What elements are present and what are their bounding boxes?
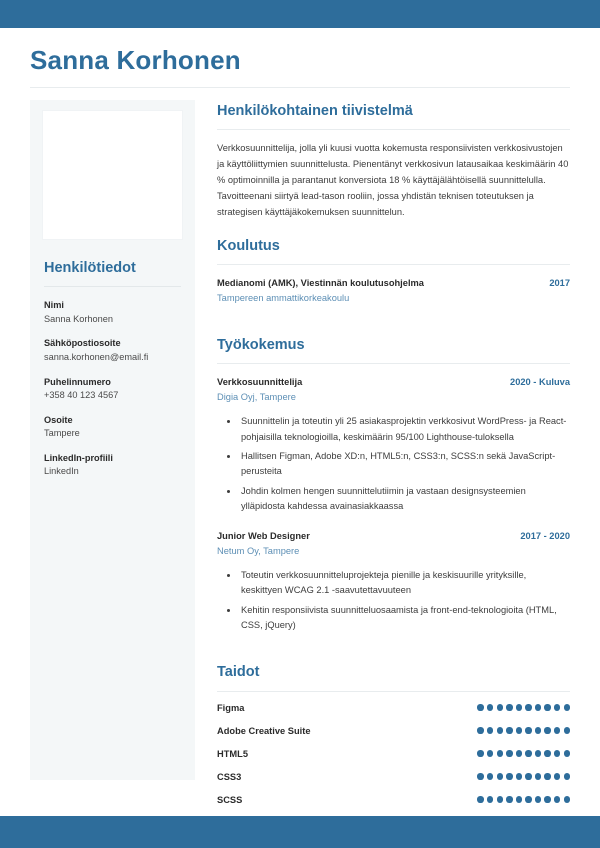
- section-divider: [217, 363, 570, 364]
- bottom-accent-bar: [0, 816, 600, 848]
- rating-dot-filled: [516, 773, 522, 779]
- resume-header: [0, 28, 600, 88]
- rating-dot-filled: [544, 773, 550, 779]
- entry-organization: Digia Oyj, Tampere: [217, 392, 296, 403]
- section-education: [217, 237, 570, 306]
- entry-bullet: • Toteutin verkkosuunnitteluprojekteja pienille ja keskisuurille yrityksille, keskittyen WCAG 2.1 -saavutettavuuteen: [239, 568, 570, 599]
- profile-photo-placeholder: [42, 110, 183, 240]
- sidebar-heading-personal-details: Henkilötiedot: [44, 259, 136, 276]
- skill-rating-dots: [477, 773, 570, 779]
- rating-dot-filled: [506, 750, 512, 756]
- rating-dot-filled: [554, 727, 560, 733]
- rating-dot-filled: [554, 796, 560, 802]
- rating-dot-filled: [487, 750, 493, 756]
- skill-name: HTML5: [217, 748, 248, 759]
- contact-label: Sähköpostiosoite: [44, 338, 121, 349]
- rating-dot-filled: [487, 727, 493, 733]
- skill-rating-dots: [477, 704, 570, 710]
- rating-dot-filled: [525, 796, 531, 802]
- sidebar-divider: [44, 286, 181, 287]
- section-divider: [217, 264, 570, 265]
- contact-item: [42, 299, 183, 326]
- header-divider: [30, 87, 570, 88]
- section-experience: [217, 336, 570, 633]
- rating-dot-filled: [506, 773, 512, 779]
- entry-title: Junior Web Designer: [217, 530, 310, 541]
- skill-name: CSS3: [217, 771, 242, 782]
- rating-dot-filled: [497, 773, 503, 779]
- rating-dot-filled: [535, 796, 541, 802]
- rating-dot-filled: [525, 704, 531, 710]
- rating-dot-filled: [535, 773, 541, 779]
- rating-dot-filled: [544, 750, 550, 756]
- entry-header-row: [217, 375, 570, 389]
- contact-item: [42, 376, 183, 403]
- entry-bullet: • Suunnittelin ja toteutin yli 25 asiakasprojektin verkkosivut WordPress- ja React-pohjaisilla teknologioilla, keskimäärin 95/100 Lighthouse-tuloksella: [239, 414, 570, 445]
- section-heading-skills: Taidot: [217, 664, 260, 681]
- skill-rating-dots: [477, 796, 570, 802]
- skill-row: [217, 726, 570, 736]
- entry-organization: Netum Oy, Tampere: [217, 545, 300, 556]
- rating-dot-filled: [497, 727, 503, 733]
- resume-columns: [0, 100, 600, 818]
- contact-value: LinkedIn: [44, 466, 79, 477]
- skills-list: [217, 703, 570, 805]
- skill-name: Figma: [217, 702, 245, 713]
- rating-dot-filled: [477, 727, 483, 733]
- entry-organization: Tampereen ammattikorkeakoulu: [217, 293, 350, 304]
- candidate-name: Sanna Korhonen: [30, 45, 241, 75]
- section-skills: [217, 663, 570, 804]
- rating-dot-filled: [544, 704, 550, 710]
- contact-item: [42, 452, 183, 479]
- entry: [217, 375, 570, 515]
- contact-label: Puhelinnumero: [44, 376, 111, 387]
- rating-dot-filled: [477, 773, 483, 779]
- entry-header-row: [217, 529, 570, 543]
- rating-dot-filled: [564, 750, 570, 756]
- contact-item: [42, 414, 183, 441]
- entry: [217, 529, 570, 634]
- entry-bullet: • Kehitin responsiivista suunnitteluosaamista ja front-end-teknologioita (HTML, CSS, jQuery): [239, 603, 570, 634]
- resume-page: [0, 28, 600, 816]
- entry-header-row: [217, 276, 570, 290]
- rating-dot-filled: [487, 704, 493, 710]
- section-divider: [217, 691, 570, 692]
- entry-date: 2017 - 2020: [520, 530, 570, 541]
- skill-row: [217, 749, 570, 759]
- rating-dot-filled: [525, 773, 531, 779]
- rating-dot-filled: [564, 773, 570, 779]
- rating-dot-filled: [477, 704, 483, 710]
- entry-bullet: • Hallitsen Figman, Adobe XD:n, HTML5:n, CSS3:n, SCSS:n sekä JavaScript-perusteita: [239, 449, 570, 480]
- rating-dot-filled: [564, 796, 570, 802]
- rating-dot-filled: [516, 704, 522, 710]
- skill-rating-dots: [477, 750, 570, 756]
- contact-label: Osoite: [44, 414, 73, 425]
- rating-dot-filled: [544, 727, 550, 733]
- entry-date: 2020 - Kuluva: [510, 377, 570, 388]
- rating-dot-filled: [516, 727, 522, 733]
- skill-rating-dots: [477, 727, 570, 733]
- contact-item: [42, 337, 183, 364]
- section-heading-education: Koulutus: [217, 237, 280, 254]
- contact-value: sanna.korhonen@email.fi: [44, 351, 149, 362]
- entry-bullet-list: [217, 568, 570, 634]
- rating-dot-filled: [516, 796, 522, 802]
- contact-value: Sanna Korhonen: [44, 313, 113, 324]
- rating-dot-filled: [564, 704, 570, 710]
- contact-label: Nimi: [44, 300, 64, 311]
- rating-dot-filled: [516, 750, 522, 756]
- skill-row: [217, 703, 570, 713]
- rating-dot-filled: [506, 704, 512, 710]
- section-heading-experience: Työkokemus: [217, 337, 305, 354]
- experience-list: [217, 375, 570, 633]
- entry: [217, 276, 570, 306]
- entry-title: Verkkosuunnittelija: [217, 377, 303, 388]
- rating-dot-filled: [535, 727, 541, 733]
- entry-title: Medianomi (AMK), Viestinnän koulutusohjelma: [217, 278, 424, 289]
- entry-bullet-list: [217, 414, 570, 515]
- contact-label: LinkedIn-profiili: [44, 452, 113, 463]
- rating-dot-filled: [477, 750, 483, 756]
- contact-value: Tampere: [44, 428, 80, 439]
- rating-dot-filled: [487, 796, 493, 802]
- sidebar: [30, 100, 195, 780]
- rating-dot-filled: [544, 796, 550, 802]
- rating-dot-filled: [477, 796, 483, 802]
- rating-dot-filled: [497, 796, 503, 802]
- rating-dot-filled: [506, 796, 512, 802]
- rating-dot-filled: [497, 750, 503, 756]
- skill-name: SCSS: [217, 794, 243, 805]
- skill-name: Adobe Creative Suite: [217, 725, 311, 736]
- contact-list: [42, 299, 183, 479]
- rating-dot-filled: [554, 773, 560, 779]
- skill-row: [217, 772, 570, 782]
- contact-value: +358 40 123 4567: [44, 389, 119, 400]
- rating-dot-filled: [564, 727, 570, 733]
- rating-dot-filled: [525, 727, 531, 733]
- rating-dot-filled: [506, 727, 512, 733]
- section-heading-summary: Henkilökohtainen tiivistelmä: [217, 102, 413, 119]
- entry-bullet: • Johdin kolmen hengen suunnittelutiimin ja vastaan designsysteemien ylläpidosta kahdessa avainasiakkaassa: [239, 484, 570, 515]
- top-accent-bar: [0, 0, 600, 28]
- main-column: [195, 100, 570, 818]
- entry-date: 2017: [549, 278, 570, 289]
- rating-dot-filled: [554, 750, 560, 756]
- summary-paragraph: Verkkosuunnittelija, jolla yli kuusi vuotta kokemusta responsiivisten verkkosivustojen ja käyttöliittymien suunnittelusta. Pienentänyt verkkosivun latausaikaa keskimäärin 40 % optimoinnilla ja parantanut konversiota 18 % käyttäjälähtöisellä suunnittelulla. Tavoitteenani siirtyä lead-tason rooliin, jossa yhdistän teknisen toteutuksen ja strategisen käyttäjäkokemuksen suunnittelun.: [217, 143, 569, 217]
- rating-dot-filled: [525, 750, 531, 756]
- education-list: [217, 276, 570, 306]
- section-divider: [217, 129, 570, 130]
- rating-dot-filled: [497, 704, 503, 710]
- rating-dot-filled: [535, 750, 541, 756]
- rating-dot-filled: [535, 704, 541, 710]
- section-summary: [217, 102, 570, 221]
- rating-dot-filled: [554, 704, 560, 710]
- rating-dot-filled: [487, 773, 493, 779]
- skill-row: [217, 795, 570, 805]
